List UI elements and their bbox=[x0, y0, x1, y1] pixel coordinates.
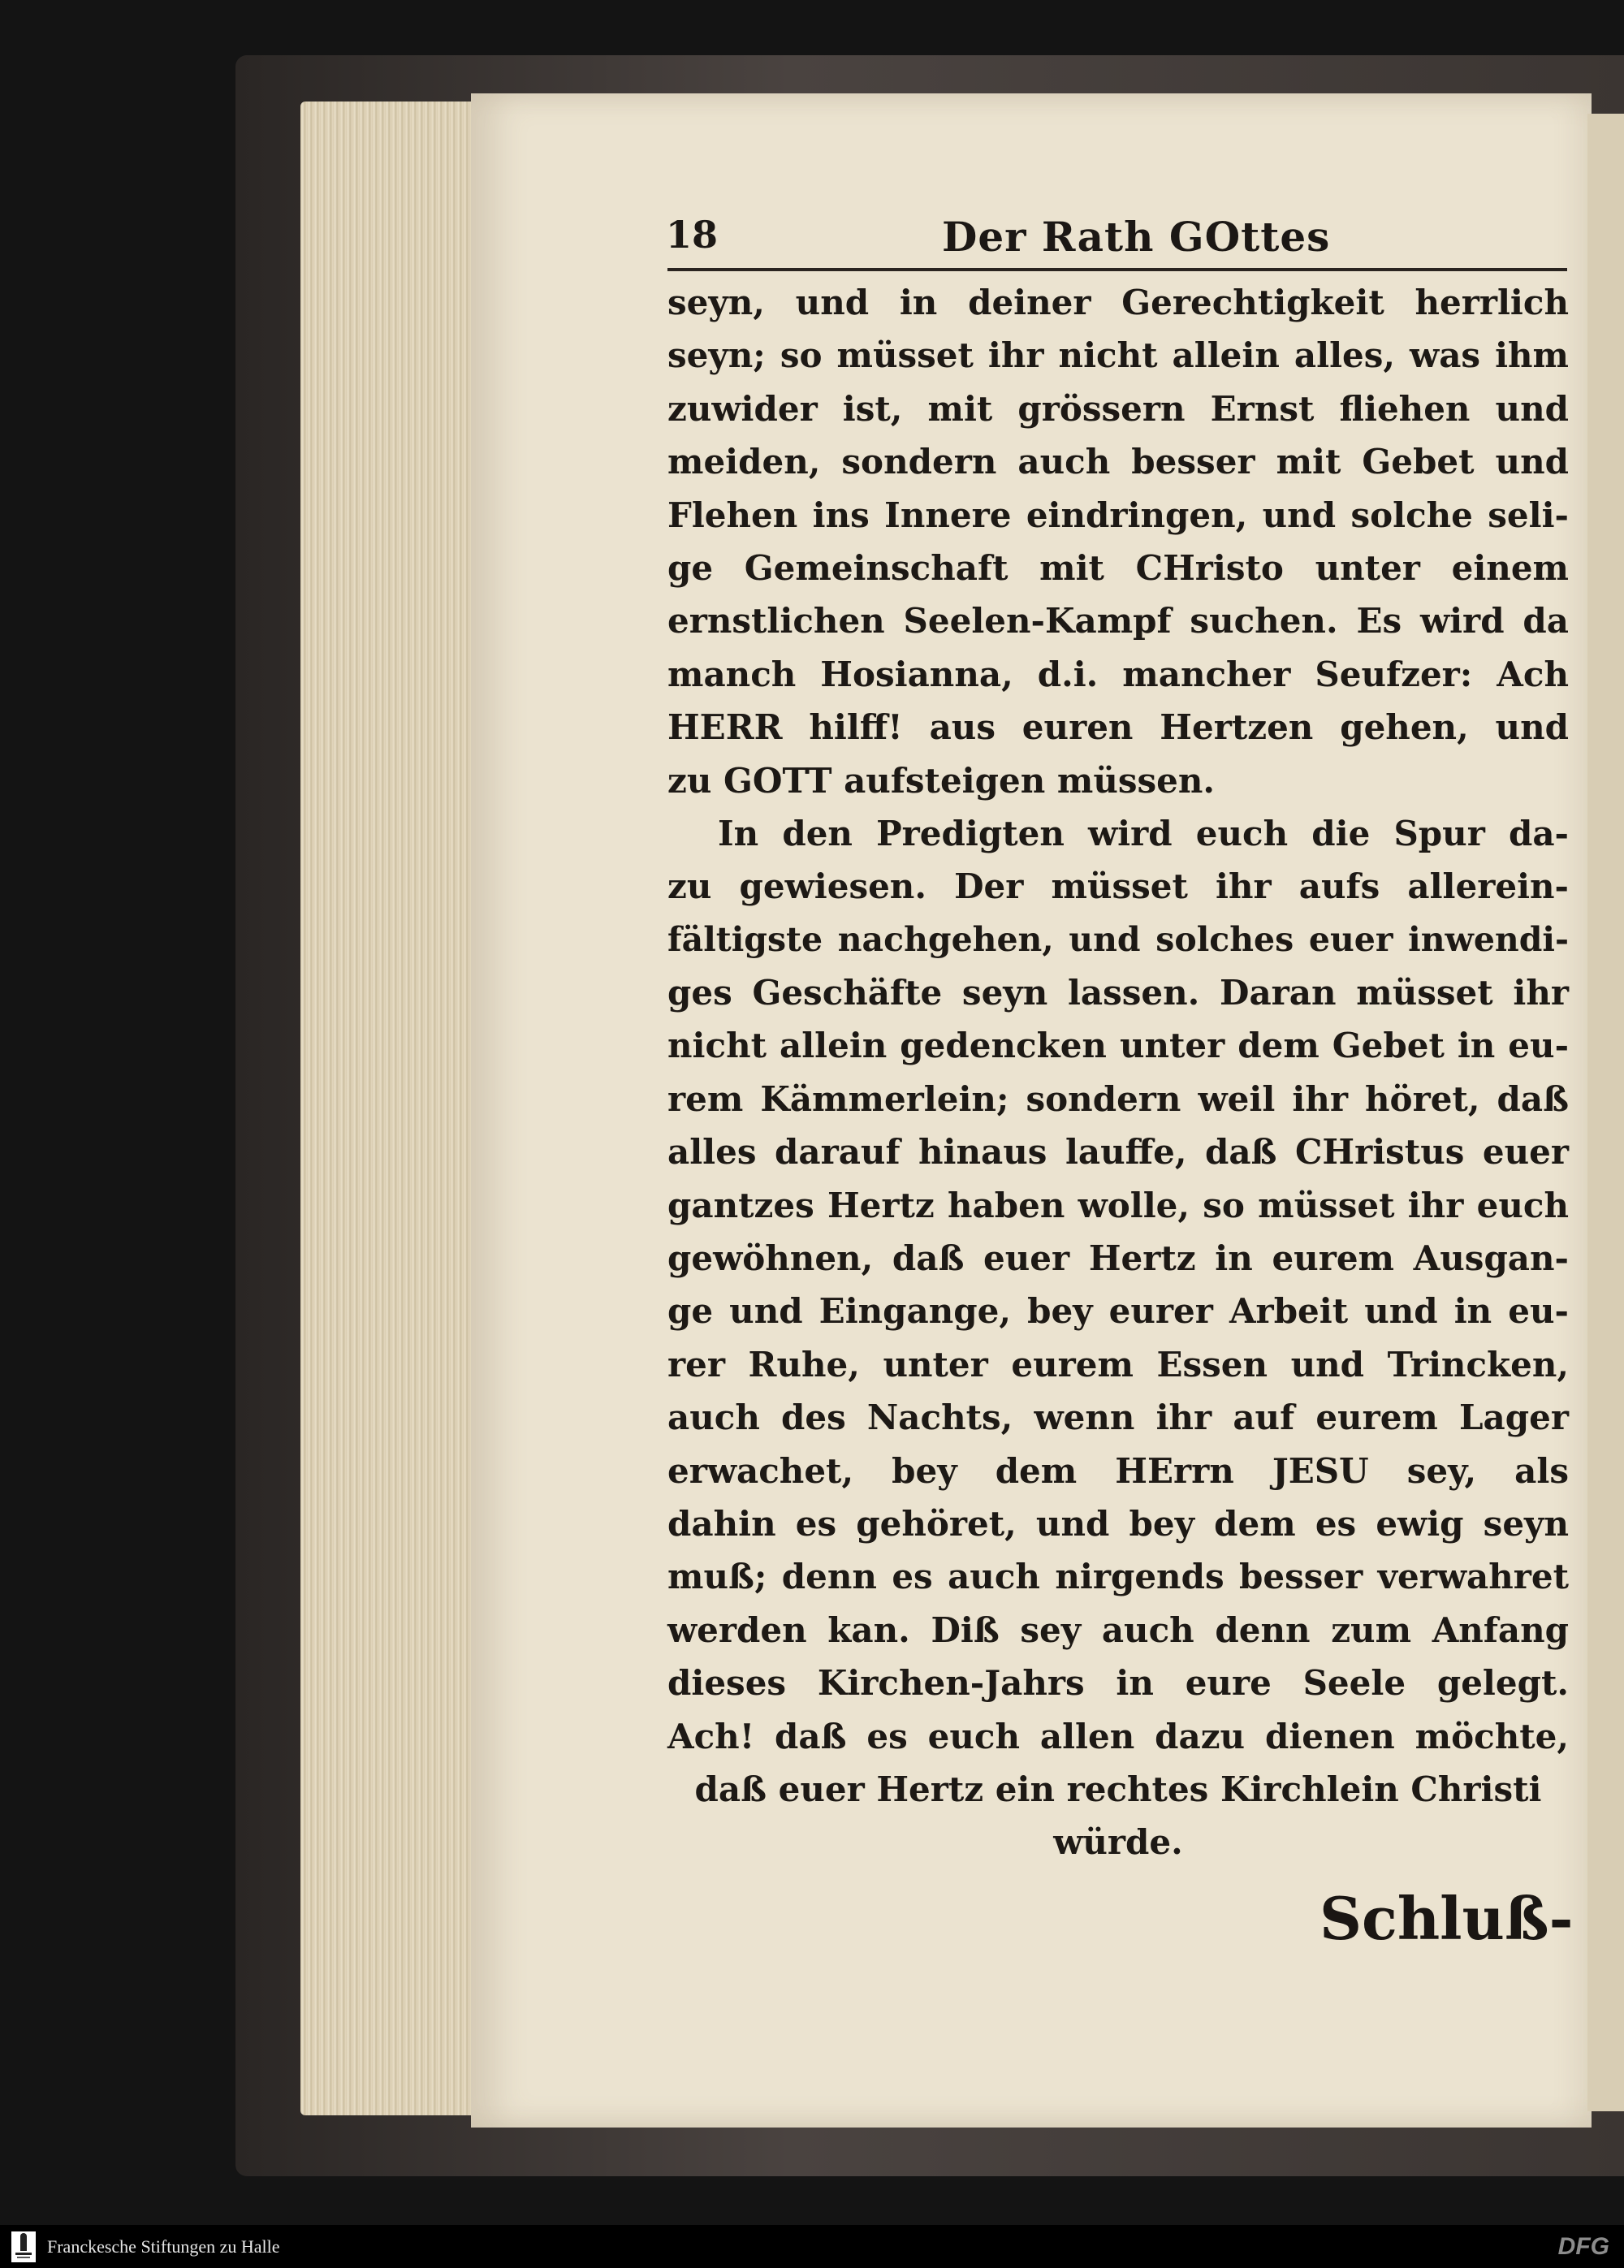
text-line: Ach! daß es euch allen dazu dienen möchte, bbox=[667, 1716, 1569, 1756]
text-line: zuwider ist, mit grössern Ernst fliehen und bbox=[667, 388, 1569, 429]
text-line: auch des Nachts, wenn ihr auf eurem Lager bbox=[667, 1398, 1569, 1438]
dfg-logo: DFG bbox=[1557, 2233, 1609, 2260]
text-line: werden kan. Diß sey auch denn zum Anfang bbox=[667, 1609, 1569, 1650]
text-line: erwachet, bey dem HErrn JESU sey, als bbox=[667, 1450, 1569, 1491]
text-line: manch Hosianna, d.i. mancher Seufzer: Ach bbox=[667, 654, 1569, 694]
text-line: muß; denn es auch nirgends besser verwahret bbox=[667, 1557, 1569, 1597]
text-line: würde. bbox=[1053, 1822, 1183, 1863]
running-head: Der Rath GOttes bbox=[942, 213, 1331, 261]
text-line: seyn, und in deiner Gerechtigkeit herrlich bbox=[667, 283, 1569, 322]
text-line: ges Geschäfte seyn lassen. Daran müsset ihr bbox=[667, 973, 1569, 1013]
text-line: seyn; so müsset ihr nicht allein alles, was ihm bbox=[667, 335, 1569, 376]
page-number: 18 bbox=[666, 213, 719, 257]
text-line: dahin es gehöret, und bey dem es ewig seyn bbox=[667, 1503, 1569, 1544]
text-line: gewöhnen, daß euer Hertz in eurem Ausgan- bbox=[667, 1238, 1569, 1279]
institution-logo-icon bbox=[11, 2231, 36, 2262]
text-line: dieses Kirchen-Jahrs in eure Seele gelegt. bbox=[667, 1663, 1569, 1704]
text-line: ernstlichen Seelen-Kampf suchen. Es wird da bbox=[667, 601, 1569, 642]
text-line: meiden, sondern auch besser mit Gebet und bbox=[667, 442, 1569, 482]
page-edges bbox=[300, 102, 487, 2115]
viewer-footer bbox=[0, 2225, 1624, 2268]
text-line: ge Gemeinschaft mit CHristo unter einem bbox=[667, 547, 1569, 588]
text-line: alles darauf hinaus lauffe, daß CHristus euer bbox=[667, 1132, 1569, 1173]
page-header bbox=[666, 213, 1575, 261]
body-text bbox=[667, 276, 1569, 1869]
text-line: zu GOTT aufsteigen müssen. bbox=[667, 760, 1216, 801]
facing-page-edge bbox=[1587, 114, 1624, 2111]
catchword: Schluß- bbox=[1320, 1884, 1574, 1953]
text-line: Flehen ins Innere eindringen, und solche seli- bbox=[667, 495, 1569, 535]
text-line: rem Kämmerlein; sondern weil ihr höret, daß bbox=[667, 1078, 1569, 1119]
text-line: fältigste nachgehen, und solches euer inwendi- bbox=[667, 919, 1569, 959]
text-line: In den Predigten wird euch die Spur da- bbox=[718, 813, 1569, 853]
text-line: gantzes Hertz haben wolle, so müsset ihr euch bbox=[667, 1185, 1569, 1225]
text-line: ge und Eingange, bey eurer Arbeit und in eu- bbox=[667, 1291, 1569, 1332]
text-line: zu gewiesen. Der müsset ihr aufs allerein- bbox=[667, 866, 1569, 907]
text-line: nicht allein gedencken unter dem Gebet in eu- bbox=[667, 1026, 1569, 1066]
text-line: HERR hilff! aus euren Hertzen gehen, und bbox=[667, 707, 1569, 748]
header-rule bbox=[667, 268, 1567, 271]
text-line: rer Ruhe, unter eurem Essen und Trincken, bbox=[667, 1344, 1569, 1385]
institution-name: Franckesche Stiftungen zu Halle bbox=[47, 2236, 280, 2257]
text-line: daß euer Hertz ein rechtes Kirchlein Christi bbox=[694, 1769, 1542, 1809]
